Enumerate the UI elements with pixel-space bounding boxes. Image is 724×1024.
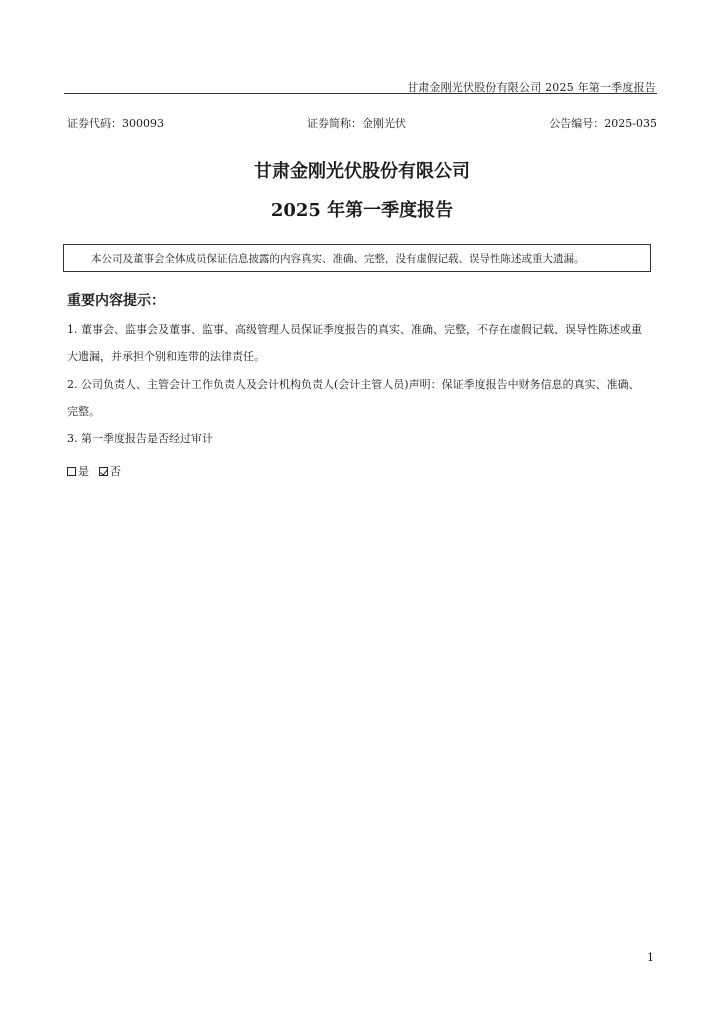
meta-row — [67, 115, 657, 131]
unchecked-box-icon — [67, 467, 76, 476]
item-2 — [67, 371, 657, 425]
item-1-line-1: 1. 董事会、监事会及董事、监事、高级管理人员保证季度报告的真实、准确、完整，不存在虚假记载、误导性陈述或重 — [67, 323, 642, 336]
security-code: 证券代码：300093 — [67, 117, 164, 130]
option-yes — [67, 458, 89, 485]
item-2-line-1: 2. 公司负责人、主管会计工作负责人及会计机构负责人(会计主管人员)声明：保证季度报告中财务信息的真实、准确、 — [67, 378, 640, 391]
checked-box-icon — [99, 467, 108, 476]
important-heading: 重要内容提示： — [67, 293, 165, 309]
disclosure-notice: 本公司及董事会全体成员保证信息披露的内容真实、准确、完整，没有虚假记载、误导性陈述或重大遗漏。 — [63, 244, 651, 272]
item-1 — [67, 316, 657, 370]
audit-options — [67, 458, 657, 485]
option-no-label: 否 — [110, 465, 121, 478]
company-title: 甘肃金刚光伏股份有限公司 — [254, 161, 470, 182]
report-title: 2025 年第一季度报告 — [270, 200, 454, 221]
announcement-number: 公告编号：2025-035 — [549, 117, 657, 130]
option-yes-label: 是 — [78, 465, 89, 478]
header-divider — [64, 93, 657, 94]
security-short-name: 证券简称：金刚光伏 — [307, 117, 406, 130]
running-header: 甘肃金刚光伏股份有限公司 2025 年第一季度报告 — [407, 81, 656, 94]
item-1-line-2: 大遗漏，并承担个别和连带的法律责任。 — [67, 350, 265, 363]
item-3: 3. 第一季度报告是否经过审计 — [67, 432, 213, 445]
option-no — [99, 458, 121, 485]
item-2-line-2: 完整。 — [67, 405, 100, 418]
page-number: 1 — [647, 951, 654, 964]
